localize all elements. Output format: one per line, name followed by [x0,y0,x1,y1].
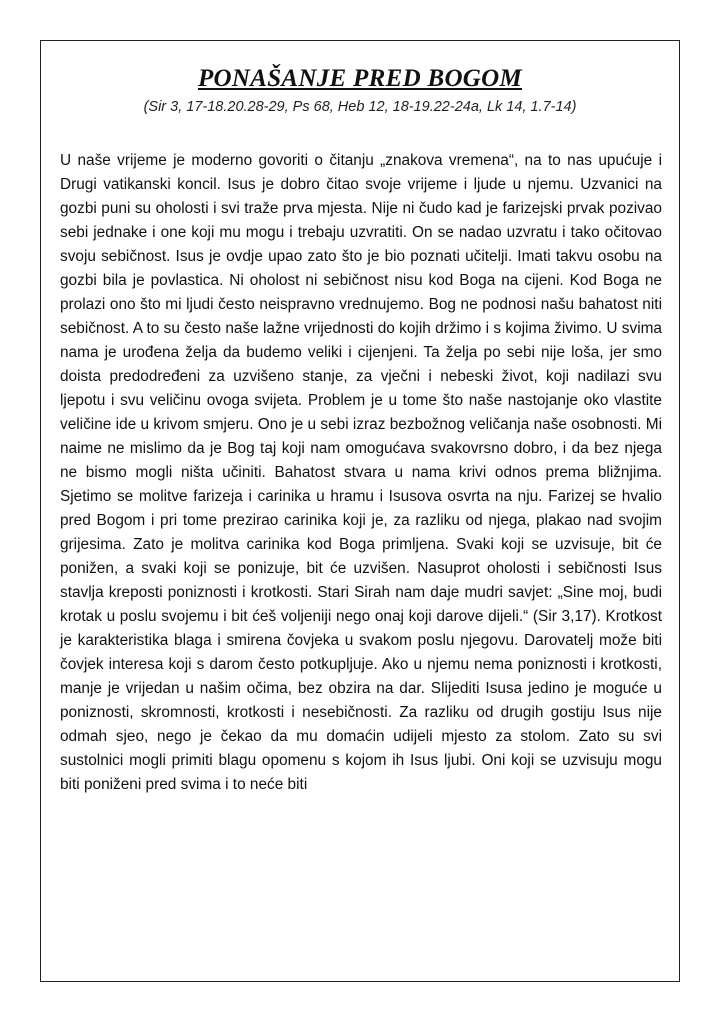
page-frame [40,40,680,982]
page-title: PONAŠANJE PRED BOGOM [197,65,523,92]
scripture-references: (Sir 3, 17-18.20.28-29, Ps 68, Heb 12, 18-19.22-24a, Lk 14, 1.7-14) [143,99,577,115]
body-paragraph: U naše vrijeme je moderno govoriti o čitanju „znakova vremena“, na to nas upućuje i Drugi vatikanski koncil. Isus je dobro čitao svoje vrijeme i ljude u njemu. Uzvanici na gozbi puni su oholosti i svi traže prva mjesta. Nije ni čudo kad je farizejski prvak pozivao sebi jednake i one koji mu mogu i trebaju uzvratiti. On se nadao uzvratu i tako očitovao svoju sebičnost. Isus je ovdje upao zato što je bio poznati učitelji. Imati takvu osobu na gozbi bila je povlastica. Ni oholost ni sebičnost nisu kod Boga na cijeni. Kod Boga ne prolazi ono što mi ljudi često neispravno vrednujemo. Bog ne podnosi našu bahatost niti sebičnost. A to su često naše lažne vrijednosti do kojih držimo i s kojima živimo. U svima nama je urođena želja da budemo veliki i cijenjeni. Ta želja po sebi nije loša, jer smo doista predodređeni za uzvišeno stanje, za vječni i nebeski život, koji nadilazi svu ljepotu i svu veličinu ovoga svijeta. Problem je u tome što naše nastojanje oko vlastite veličine ide u krivom smjeru. Ono je u sebi izraz bezbožnog veličanja naše osobnosti. Mi naime ne mislimo da je Bog taj koji nam omogućava svakovrsno dobro, i da bez njega ne bismo mogli ništa učiniti. Bahatost stvara u nama krivi odnos prema bližnjima. Sjetimo se molitve farizeja i carinika u hramu i Isusova osvrta na nju. Farizej se hvalio pred Bogom i pri tome prezirao carinika koji je, za razliku od njega, plakao nad svojim grijesima. Zato je molitva carinika kod Boga primljena. Svaki koji se uzvisuje, bit će ponižen, a svaki koji se ponizuje, bit će uzvišen. Nasuprot oholosti i sebičnosti Isus stavlja kreposti poniznosti i krotkosti. Stari Sirah nam daje mudri savjet: „Sine moj, budi krotak u poslu svojemu i bit ćeš voljeniji nego onaj koji darove dijeli.“ (Sir 3,17). Krotkost je karakteristika blaga i smirena čovjeka u svakom poslu njegovu. Darovatelj može biti čovjek interesa koji s darom često potkupljuje. Ako u njemu nema poniznosti i krotkosti, manje je vrijedan u našim očima, bez obzira na dar. Slijediti Isusa jedino je moguće u poniznosti, skromnosti, krotkosti i nesebičnosti. Za razliku od drugih gostiju Isus nije odmah sjeo, nego je čekao da mu domaćin udijeli mjesto za stolom. Zato su svi sustolnici mogli primiti blagu opomenu s kojom ih Isus ljubi. Oni koji se uzvisuju mogu biti poniženi pred svima i to neće biti [60,152,662,793]
